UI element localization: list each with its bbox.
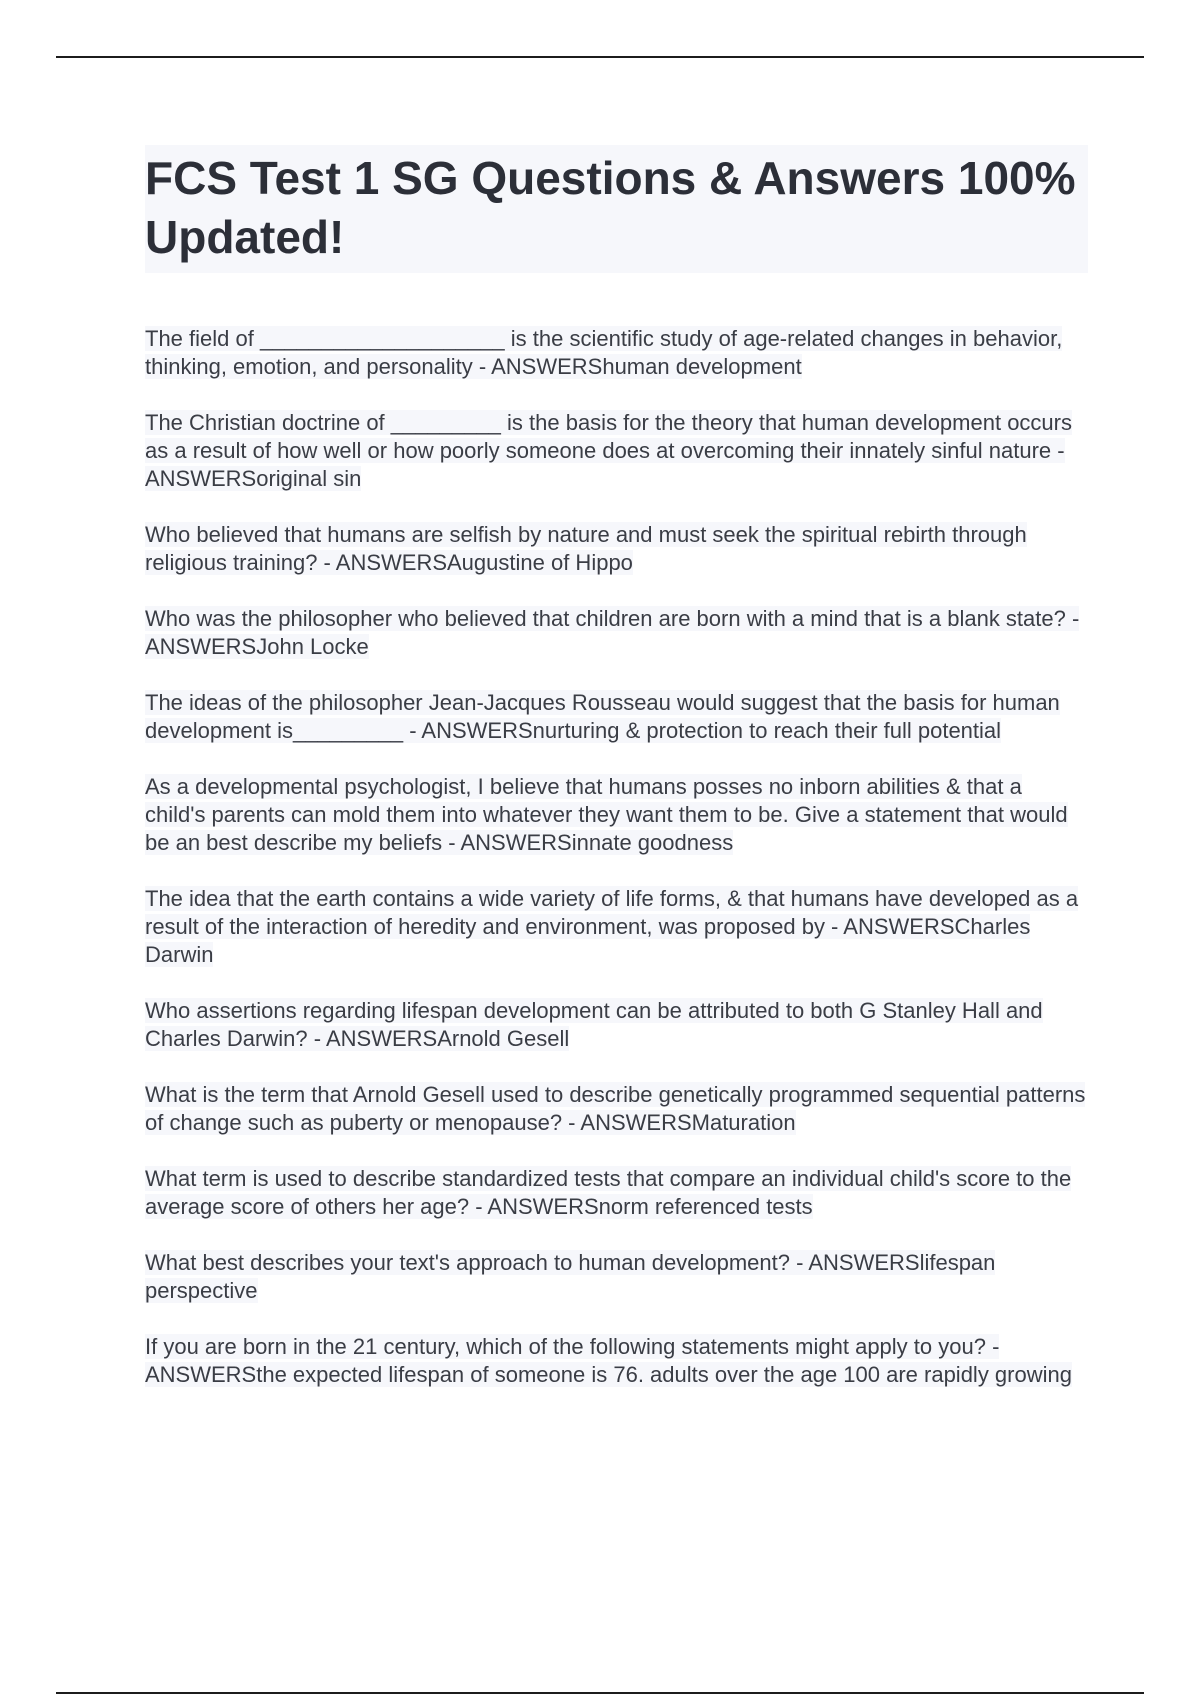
qa-text: What term is used to describe standardized tests that compare an individual child's score to the average score of others her age? - ANSWERSnorm referenced tests xyxy=(145,1166,1072,1219)
qa-item xyxy=(145,1165,1088,1221)
document-title: FCS Test 1 SG Questions & Answers 100% Updated! xyxy=(145,152,1076,263)
qa-text: What is the term that Arnold Gesell used to describe genetically programmed sequential patterns of change such as puberty or menopause? - ANSWERSMaturation xyxy=(145,1082,1086,1135)
qa-text: If you are born in the 21 century, which of the following statements might apply to you? - ANSWERSthe expected lifespan of someone is 76. adults over the age 100 are rapidly growing xyxy=(145,1334,1072,1387)
qa-item xyxy=(145,521,1088,577)
qa-item xyxy=(145,1249,1088,1305)
qa-item xyxy=(145,1081,1088,1137)
qa-item xyxy=(145,997,1088,1053)
bottom-rule xyxy=(56,1692,1144,1694)
qa-text: The field of ____________________ is the scientific study of age-related changes in behavior, thinking, emotion, and personality - ANSWERShuman development xyxy=(145,326,1063,379)
qa-text: The ideas of the philosopher Jean-Jacques Rousseau would suggest that the basis for human development is_________ - ANSWERSnurturing & protection to reach their full potential xyxy=(145,690,1060,743)
qa-text: As a developmental psychologist, I believe that humans posses no inborn abilities & that a child's parents can mold them into whatever they want them to be. Give a statement that would be an best describe my beliefs - ANSWERSinnate goodness xyxy=(145,774,1068,855)
document-body xyxy=(145,145,1088,1417)
qa-text: What best describes your text's approach to human development? - ANSWERSlifespan perspective xyxy=(145,1250,996,1303)
qa-text: Who believed that humans are selfish by nature and must seek the spiritual rebirth through religious training? - ANSWERSAugustine of Hippo xyxy=(145,522,1027,575)
qa-text: The idea that the earth contains a wide variety of life forms, & that humans have developed as a result of the interaction of heredity and environment, was proposed by - ANSWERSCharles Darwin xyxy=(145,886,1079,967)
qa-list xyxy=(145,325,1088,1389)
top-rule xyxy=(56,56,1144,58)
qa-text: The Christian doctrine of _________ is the basis for the theory that human development occurs as a result of how well or how poorly someone does at overcoming their innately sinful nature - ANSWERSoriginal sin xyxy=(145,410,1072,491)
qa-text: Who was the philosopher who believed that children are born with a mind that is a blank state? - ANSWERSJohn Locke xyxy=(145,606,1080,659)
qa-item xyxy=(145,1333,1088,1389)
qa-item xyxy=(145,885,1088,969)
qa-item xyxy=(145,325,1088,381)
qa-item xyxy=(145,689,1088,745)
title-block xyxy=(145,145,1088,273)
qa-item xyxy=(145,605,1088,661)
qa-item xyxy=(145,409,1088,493)
qa-text: Who assertions regarding lifespan development can be attributed to both G Stanley Hall and Charles Darwin? - ANSWERSArnold Gesell xyxy=(145,998,1043,1051)
qa-item xyxy=(145,773,1088,857)
